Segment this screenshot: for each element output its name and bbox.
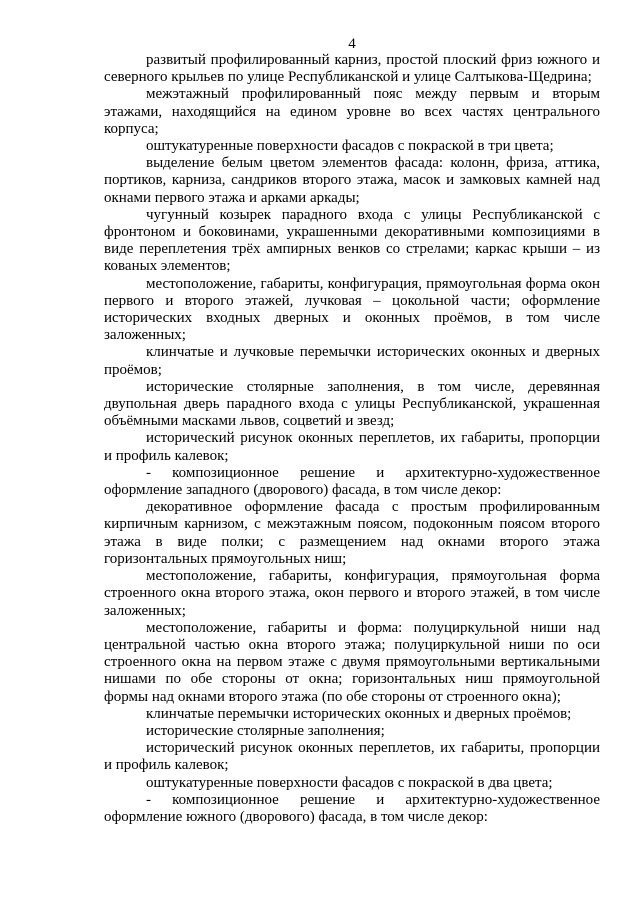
paragraph: развитый профилированный карниз, простой плоский фриз южного и северного крыльев по улице Республиканской и улице Салтыкова-Щедрина;: [104, 52, 600, 86]
paragraph: выделение белым цветом элементов фасада: колонн, фриза, аттика, портиков, карниза, сандриков второго этажа, масок и замковых камней над окнами первого этажа и арками аркады;: [104, 155, 600, 206]
paragraph: местоположение, габариты, конфигурация, прямоугольная форма строенного окна второго этажа, окон первого и второго этажей, в том числе заложенных;: [104, 568, 600, 619]
paragraph: чугунный козырек парадного входа с улицы Республиканской с фронтоном и боковинами, украшенными декоративными композициями в виде переплетения трёх ампирных венков со стрелами; каркас крыши – из кованых элементов;: [104, 206, 600, 275]
paragraph: исторические столярные заполнения;: [146, 722, 385, 739]
paragraph: межэтажный профилированный пояс между первым и вторым этажами, находящийся на едином уровне во всех частях центрального корпуса;: [104, 86, 600, 137]
paragraph: клинчатые и лучковые перемычки исторических оконных и дверных проёмов;: [104, 344, 600, 378]
paragraph: - композиционное решение и архитектурно-художественное оформление южного (дворового) фасада, в том числе декор:: [104, 791, 600, 825]
paragraph: клинчатые перемычки исторических оконных и дверных проёмов;: [146, 705, 572, 722]
paragraph: исторический рисунок оконных переплетов, их габариты, пропорции и профиль калевок;: [104, 430, 600, 464]
page-number: 4: [348, 36, 356, 52]
paragraph: исторический рисунок оконных переплетов, их габариты, пропорции и профиль калевок;: [104, 740, 600, 774]
paragraph: оштукатуренные поверхности фасадов с покраской в два цвета;: [146, 774, 553, 791]
document-page: [104, 36, 600, 826]
paragraph: декоративное оформление фасада с простым профилированным кирпичным карнизом, с межэтажным поясом, подоконным поясом второго этажа в виде полки; с размещением над окнами второго этажа горизонтальных прямоугольных ниш;: [104, 499, 600, 567]
paragraph: местоположение, габариты, конфигурация, прямоугольная форма окон первого и второго этажей, лучковая – цокольной части; оформление исторических входных дверных и оконных проёмов, в том числе заложенных;: [104, 275, 600, 344]
paragraph: - композиционное решение и архитектурно-художественное оформление западного (дворового) фасада, в том числе декор:: [104, 464, 600, 499]
paragraph: оштукатуренные поверхности фасадов с покраской в три цвета;: [146, 138, 554, 155]
paragraph: местоположение, габариты и форма: полуциркульной ниши над центральной частью окна второго этажа; полуциркульной ниши по оси строенного окна на первом этаже с двумя прямоугольными вертикальными нишами по обе стороны от окна; горизонтальных ниш прямоугольной формы над окнами второго этажа (по обе стороны от строенного окна);: [104, 619, 600, 705]
paragraph: исторические столярные заполнения, в том числе, деревянная двупольная дверь парадного входа с улицы Республиканской, украшенная объёмными масками львов, соцветий и звезд;: [104, 378, 600, 430]
